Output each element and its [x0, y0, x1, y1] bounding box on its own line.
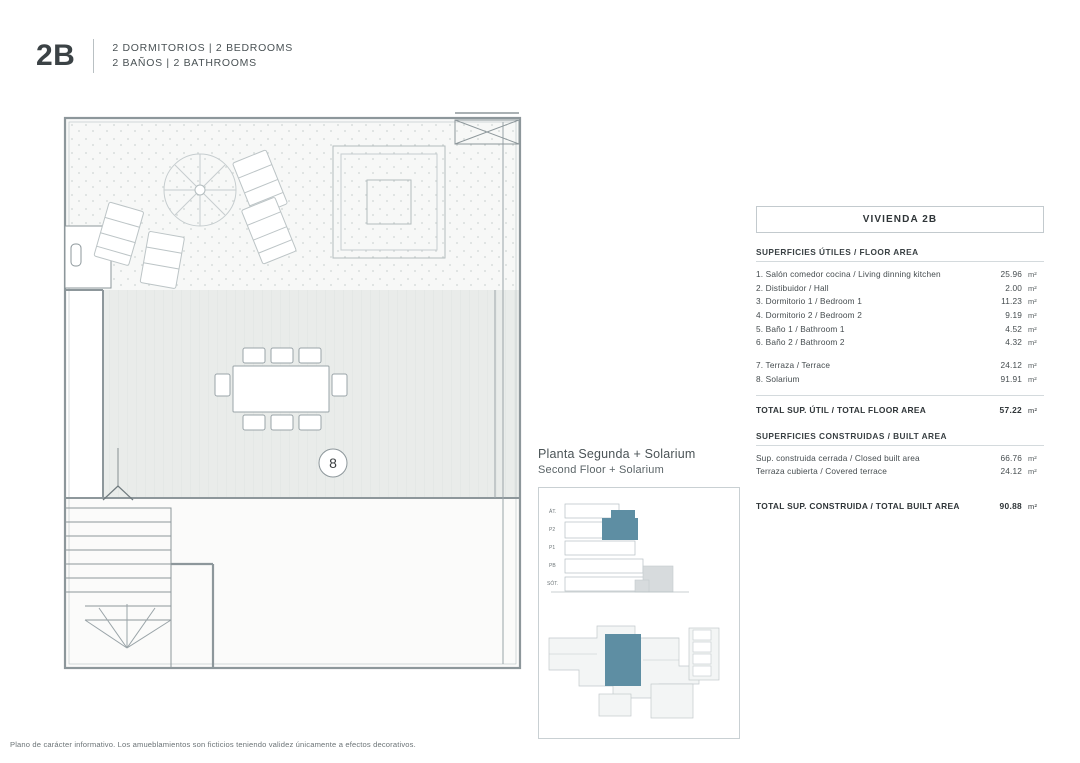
row-value: 91.91 — [1000, 373, 1022, 384]
row-value: 25.96 — [1000, 269, 1022, 279]
row-unit: m² — [1028, 453, 1037, 463]
table-row — [756, 282, 1044, 296]
table-row — [756, 323, 1044, 337]
table-row — [756, 295, 1044, 309]
caption-line-en: Second Floor + Solarium — [538, 463, 664, 476]
spacer — [756, 350, 1044, 359]
row-unit: m² — [1028, 338, 1037, 348]
row-label: 6. Baño 2 / Bathroom 2 — [756, 337, 845, 348]
keyplan-level-pb: PB — [549, 563, 556, 569]
room-marker-8: 8 — [329, 455, 337, 471]
row-value: 9.19 — [1005, 310, 1022, 321]
unit-title: VIVIENDA 2B — [862, 214, 938, 225]
row-unit: m² — [1028, 361, 1037, 371]
row-label: Terraza cubierta / Covered terrace — [756, 466, 887, 477]
table-row — [756, 465, 1044, 479]
row-label: 2. Distibuidor / Hall — [756, 282, 829, 293]
total-floor-area-row — [756, 395, 1044, 415]
row-unit: m² — [1028, 374, 1037, 384]
row-label: 8. Solarium — [756, 373, 800, 384]
table-row — [756, 268, 1044, 282]
total-floor-area-label: TOTAL SUP. ÚTIL / TOTAL FLOOR AREA — [756, 404, 927, 415]
header-bathrooms-line: 2 BAÑOS | 2 BATHROOMS — [112, 57, 257, 69]
row-unit: m² — [1028, 467, 1037, 477]
table-row — [756, 359, 1044, 373]
row-label: 4. Dormitorio 2 / Bedroom 2 — [756, 310, 862, 321]
keyplan-level-p1: P1 — [549, 545, 556, 551]
built-area-rows — [756, 452, 1044, 479]
row-label: 7. Terraza / Terrace — [756, 360, 831, 371]
row-value: 24.12 — [1000, 466, 1022, 477]
total-built-area-value: 90.88 — [999, 500, 1022, 511]
keyplan-level-sot: SÓT. — [547, 581, 559, 587]
plan-caption — [538, 446, 738, 478]
outdoor-area-rows — [756, 359, 1044, 386]
row-value: 2.00 — [1005, 282, 1022, 293]
keyplan-level-p2: P2 — [549, 527, 556, 533]
row-value: 4.32 — [1005, 337, 1022, 348]
total-floor-area-value: 57.22 — [999, 404, 1022, 415]
spacer — [756, 415, 1044, 431]
table-row — [756, 373, 1044, 387]
row-label: 3. Dormitorio 1 / Bedroom 1 — [756, 296, 862, 307]
table-row — [756, 309, 1044, 323]
table-row — [756, 452, 1044, 466]
table-row — [756, 336, 1044, 350]
disclaimer-note: Plano de carácter informativo. Los amueblamientos son ficticios teniendo validez únicamente a efectos decorativos. — [10, 740, 416, 749]
built-area-heading: SUPERFICIES CONSTRUIDAS / BUILT AREA — [756, 431, 1044, 446]
total-floor-area-unit: m² — [1028, 405, 1038, 415]
keyplan-level-at: ÁT. — [549, 509, 557, 515]
floor-plan-drawing — [55, 108, 530, 678]
total-built-area-label: TOTAL SUP. CONSTRUIDA / TOTAL BUILT AREA — [756, 500, 960, 511]
row-unit: m² — [1028, 311, 1037, 321]
row-value: 4.52 — [1005, 323, 1022, 334]
header-bedrooms-line: 2 DORMITORIOS | 2 BEDROOMS — [112, 41, 293, 54]
unit-title-box — [756, 206, 1044, 233]
total-built-area-row — [756, 487, 1044, 511]
surface-area-panel — [756, 206, 1044, 511]
row-label: Sup. construida cerrada / Closed built area — [756, 452, 920, 463]
row-value: 24.12 — [1000, 360, 1022, 371]
row-value: 66.76 — [1000, 452, 1022, 463]
floor-area-rows — [756, 268, 1044, 350]
row-value: 11.23 — [1001, 296, 1022, 307]
row-label: 1. Salón comedor cocina / Living dinning kitchen — [756, 269, 941, 279]
row-unit: m² — [1028, 324, 1037, 334]
header-subtitle — [94, 41, 293, 71]
unit-code: 2B — [36, 39, 76, 72]
total-built-area-unit: m² — [1028, 501, 1038, 511]
row-label: 5. Baño 1 / Bathroom 1 — [756, 323, 845, 334]
key-plan-box — [538, 487, 740, 739]
row-unit: m² — [1028, 297, 1037, 307]
caption-line-es: Planta Segunda + Solarium — [538, 447, 696, 461]
header — [36, 36, 293, 76]
row-unit: m² — [1028, 270, 1037, 279]
floor-area-heading: SUPERFICIES ÚTILES / FLOOR AREA — [756, 247, 1044, 262]
row-unit: m² — [1028, 283, 1037, 293]
